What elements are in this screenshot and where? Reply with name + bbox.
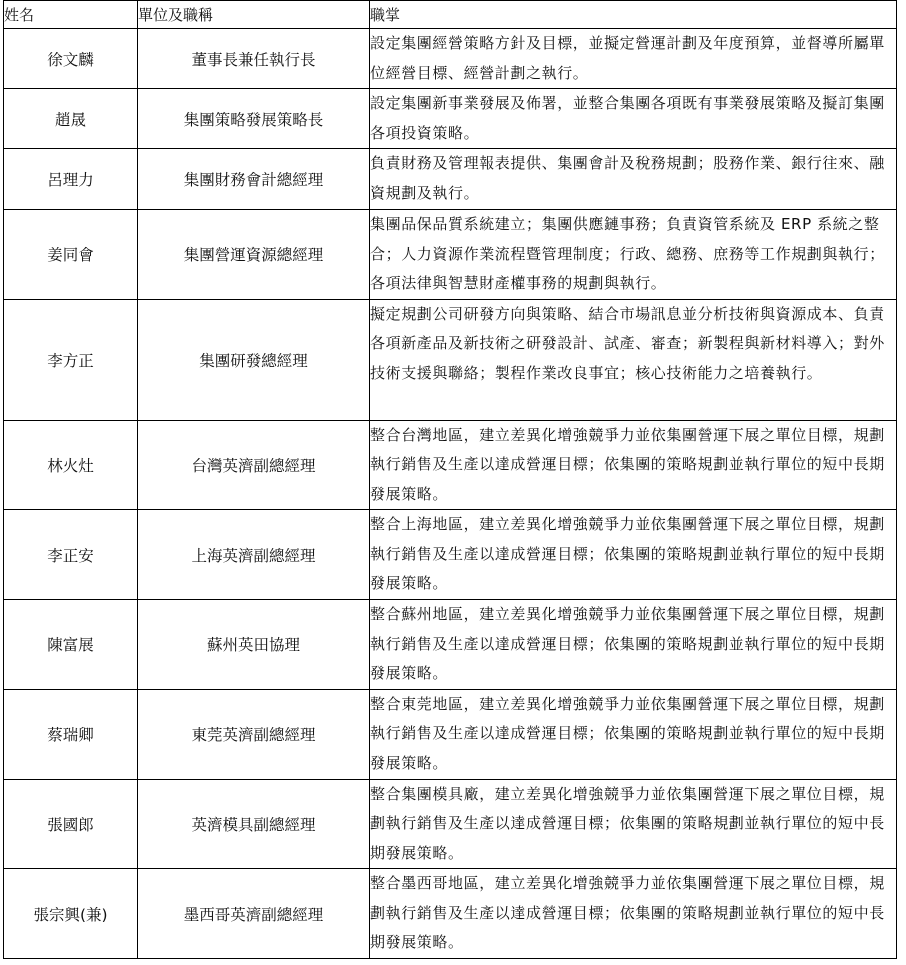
cell-name: 徐文麟 xyxy=(4,29,138,89)
cell-name: 李正安 xyxy=(4,510,138,600)
cell-duty: 整合蘇州地區，建立差異化增強競爭力並依集團營運下展之單位目標，規劃執行銷售及生產以達成營運目標；依集團的策略規劃並執行單位的短中長期發展策略。 xyxy=(370,600,897,690)
cell-duty: 整合墨西哥地區，建立差異化增強競爭力並依集團營運下展之單位目標，規劃執行銷售及生產以達成營運目標；依集團的策略規劃並執行單位的短中長期發展策略。 xyxy=(370,869,897,959)
table-header xyxy=(4,1,897,29)
cell-name: 張國郎 xyxy=(4,779,138,869)
table-body xyxy=(4,29,897,959)
cell-duty: 整合上海地區，建立差異化增強競爭力並依集團營運下展之單位目標，規劃執行銷售及生產以達成營運目標；依集團的策略規劃並執行單位的短中長期發展策略。 xyxy=(370,510,897,600)
roster-page xyxy=(3,0,896,959)
cell-title: 蘇州英田協理 xyxy=(138,600,370,690)
table-row xyxy=(4,299,897,420)
cell-title: 上海英濟副總經理 xyxy=(138,510,370,600)
table-row xyxy=(4,600,897,690)
table-row xyxy=(4,869,897,959)
cell-title: 台灣英濟副總經理 xyxy=(138,420,370,510)
cell-duty: 整合東莞地區，建立差異化增強競爭力並依集團營運下展之單位目標，規劃執行銷售及生產以達成營運目標；依集團的策略規劃並執行單位的短中長期發展策略。 xyxy=(370,689,897,779)
table-row xyxy=(4,510,897,600)
cell-duty: 設定集團新事業發展及佈署，並整合集團各項既有事業發展策略及擬訂集團各項投資策略。 xyxy=(370,89,897,149)
cell-name: 林火灶 xyxy=(4,420,138,510)
cell-duty: 整合台灣地區，建立差異化增強競爭力並依集團營運下展之單位目標，規劃執行銷售及生產以達成營運目標；依集團的策略規劃並執行單位的短中長期發展策略。 xyxy=(370,420,897,510)
cell-title: 英濟模具副總經理 xyxy=(138,779,370,869)
table-row xyxy=(4,420,897,510)
cell-title: 集團財務會計總經理 xyxy=(138,149,370,210)
cell-duty: 擬定規劃公司研發方向與策略、結合市場訊息並分析技術與資源成本、負責各項新產品及新技術之研發設計、試產、審查；新製程與新材料導入；對外技術支援與聯絡；製程作業改良事宜；核心技術能力之培養執行。 xyxy=(370,299,897,420)
cell-name: 趙晟 xyxy=(4,89,138,149)
cell-title: 東莞英濟副總經理 xyxy=(138,689,370,779)
header-title: 單位及職稱 xyxy=(138,1,370,29)
header-row xyxy=(4,1,897,29)
cell-name: 蔡瑞卿 xyxy=(4,689,138,779)
table-row xyxy=(4,29,897,89)
cell-name: 姜同會 xyxy=(4,210,138,300)
officer-roster-table xyxy=(3,0,897,959)
cell-duty: 負責財務及管理報表提供、集團會計及稅務規劃；股務作業、銀行往來、融資規劃及執行。 xyxy=(370,149,897,210)
cell-name: 呂理力 xyxy=(4,149,138,210)
table-row xyxy=(4,89,897,149)
table-row xyxy=(4,149,897,210)
cell-name: 張宗興(兼) xyxy=(4,869,138,959)
table-row xyxy=(4,210,897,300)
header-name: 姓名 xyxy=(4,1,138,29)
table-row xyxy=(4,779,897,869)
cell-name: 李方正 xyxy=(4,299,138,420)
cell-duty: 設定集團經營策略方針及目標，並擬定營運計劃及年度預算，並督導所屬單位經營目標、經營計劃之執行。 xyxy=(370,29,897,89)
cell-title: 集團研發總經理 xyxy=(138,299,370,420)
cell-title: 董事長兼任執行長 xyxy=(138,29,370,89)
cell-title: 墨西哥英濟副總經理 xyxy=(138,869,370,959)
cell-title: 集團營運資源總經理 xyxy=(138,210,370,300)
cell-name: 陳富展 xyxy=(4,600,138,690)
header-duty: 職掌 xyxy=(370,1,897,29)
cell-duty: 整合集團模具廠，建立差異化增強競爭力並依集團營運下展之單位目標，規劃執行銷售及生產以達成營運目標；依集團的策略規劃並執行單位的短中長期發展策略。 xyxy=(370,779,897,869)
table-row xyxy=(4,689,897,779)
cell-duty: 集團品保品質系統建立；集團供應鏈事務；負責資管系統及 ERP 系統之整合；人力資源作業流程暨管理制度；行政、總務、庶務等工作規劃與執行；各項法律與智慧財產權事務的規劃與執行。 xyxy=(370,210,897,300)
cell-title: 集團策略發展策略長 xyxy=(138,89,370,149)
